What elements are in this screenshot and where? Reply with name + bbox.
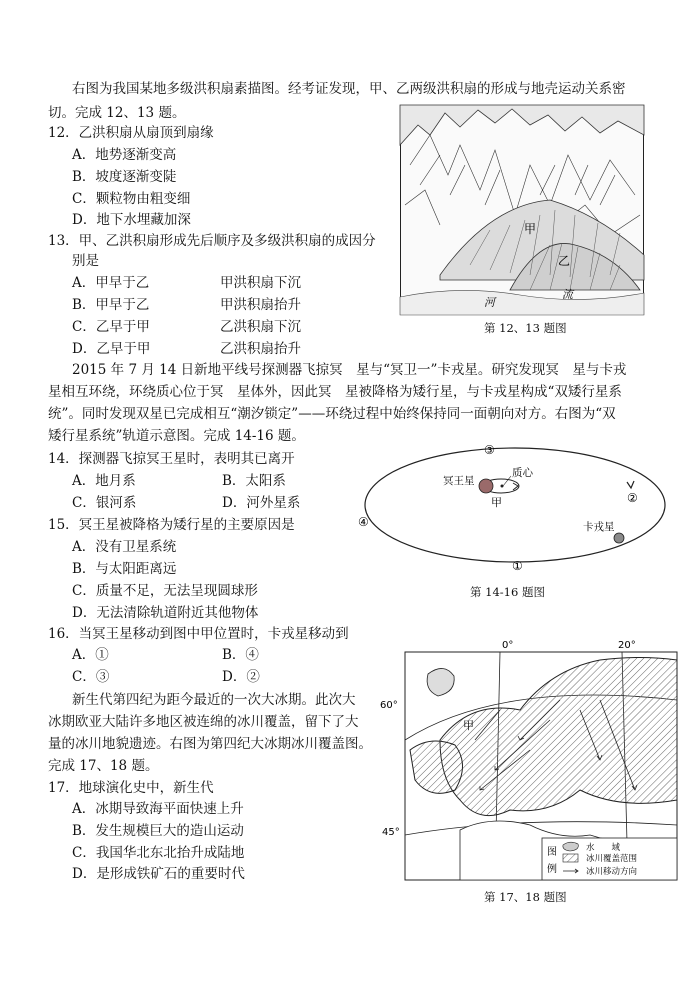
- option: A．甲早于乙: [72, 275, 150, 291]
- charon-label: 卡戎星: [583, 521, 615, 533]
- legend-title: 例: [547, 864, 557, 875]
- river-label: 流: [562, 288, 573, 301]
- question-13-stem: 13．甲、乙洪积扇形成先后顺序及多级洪积扇的成因分: [48, 233, 376, 249]
- option: D．是形成铁矿石的重要时代: [72, 866, 245, 882]
- option-cause: 甲洪积扇抬升: [220, 297, 301, 313]
- position-jia-label: 甲: [491, 496, 502, 509]
- option-cause: 甲洪积扇下沉: [220, 275, 301, 291]
- longitude-label: 0°: [502, 640, 514, 651]
- legend-title: 图: [547, 847, 557, 858]
- intro-line: 新生代第四纪为距今最近的一次大冰期。此次大: [72, 692, 356, 708]
- intro-line: 星相互环绕，环绕质心位于冥 星体外，因此冥 星被降格为矮行星，与卡戎星构成“双矮行星系: [48, 384, 622, 400]
- location-jia-label: 甲: [463, 719, 474, 732]
- option: C．银河系: [72, 495, 137, 511]
- legend-water-swatch: [563, 842, 578, 851]
- pluto-dot: [479, 479, 493, 493]
- intro-line: 右图为我国某地多级洪积扇素描图。经考证发现，甲、乙两级洪积扇的形成与地壳运动关系密: [72, 81, 626, 97]
- longitude-label: 20°: [618, 640, 636, 651]
- legend-move: 冰川移动方向: [586, 867, 638, 877]
- option-cause: 乙洪积扇下沉: [220, 319, 301, 335]
- orbit-marker-3: ③: [484, 443, 495, 457]
- option: C．乙早于甲: [72, 319, 150, 335]
- figure-caption: 第 14-16 题图: [470, 585, 545, 599]
- legend-water: 水 域: [586, 843, 621, 853]
- question-12-stem: 12．乙洪积扇从扇顶到扇缘: [48, 125, 214, 141]
- intro-line: 2015 年 7 月 14 日新地平线号探测器飞掠冥 星与“冥卫一”卡戎星。研究发现冥 星与卡戎: [72, 362, 627, 378]
- intro-line: 切。完成 12、13 题。: [48, 105, 186, 121]
- option: D．地下水埋藏加深: [72, 212, 191, 228]
- figure-caption: 第 17、18 题图: [484, 890, 567, 904]
- charon-dot: [614, 533, 624, 543]
- intro-line: 统”。同时发现双星已完成相互“潮汐锁定”——环绕过程中始终保持同一面朝向对方。右图为“双: [48, 406, 616, 422]
- option: D．②: [222, 669, 260, 685]
- option: A．①: [72, 647, 109, 663]
- option: D．河外星系: [222, 495, 301, 511]
- option: C．③: [72, 669, 110, 685]
- question-16-stem: 16．当冥王星移动到图中甲位置时，卡戎星移动到: [48, 626, 349, 642]
- question-17-stem: 17．地球演化史中，新生代: [48, 780, 214, 796]
- option: C．颗粒物由粗变细: [72, 191, 191, 207]
- orbit-marker-1: ①: [512, 559, 523, 573]
- option: A．地势逐渐变高: [72, 147, 177, 163]
- option: B．发生规模巨大的造山运动: [72, 823, 244, 839]
- question-13-stem: 别是: [72, 253, 99, 269]
- option: A．地月系: [72, 473, 136, 489]
- fan-label-jia: 甲: [524, 222, 537, 236]
- river-label: 河: [484, 296, 495, 309]
- orbit-marker-2: ②: [627, 491, 638, 505]
- binary-orbit-diagram: [355, 440, 675, 575]
- fan-label-yi: 乙: [558, 254, 571, 268]
- orbit-marker-4: ④: [358, 515, 369, 529]
- option: C．我国华北东北抬升成陆地: [72, 845, 245, 861]
- option-cause: 乙洪积扇抬升: [220, 341, 301, 357]
- pluto-label: 冥王星: [443, 475, 475, 487]
- intro-line: 完成 17、18 题。: [48, 758, 159, 774]
- option: D．无法清除轨道附近其他物体: [72, 605, 259, 621]
- question-15-stem: 15．冥王星被降格为矮行星的主要原因是: [48, 517, 295, 533]
- option: B．坡度逐渐变陡: [72, 169, 177, 185]
- option: B．④: [222, 647, 259, 663]
- option: A．没有卫星系统: [72, 539, 177, 555]
- figure-caption: 第 12、13 题图: [484, 321, 567, 335]
- option: A．冰期导致海平面快速上升: [72, 801, 244, 817]
- glacier-coverage-map: [380, 640, 682, 884]
- option: D．乙早于甲: [72, 341, 151, 357]
- option: C．质量不足，无法呈现圆球形: [72, 583, 258, 599]
- question-14-stem: 14．探测器飞掠冥王星时，表明其已离开: [48, 451, 295, 467]
- option: B．甲早于乙: [72, 297, 150, 313]
- intro-line: 冰期欧亚大陆许多地区被连绵的冰川覆盖，留下了大: [48, 714, 359, 730]
- barycenter-label: 质心: [512, 467, 533, 479]
- latitude-label: 45°: [382, 827, 400, 838]
- intro-line: 矮行星系统”轨道示意图。完成 14-16 题。: [48, 428, 305, 444]
- alluvial-fan-sketch: [400, 105, 644, 315]
- legend-ice: 冰川覆盖范围: [586, 854, 638, 864]
- option: B．太阳系: [222, 473, 286, 489]
- intro-line: 量的冰川地貌遗迹。右图为第四纪大冰期冰川覆盖图。: [48, 736, 372, 752]
- latitude-label: 60°: [380, 700, 398, 711]
- option: B．与太阳距离远: [72, 561, 177, 577]
- legend-ice-swatch: [563, 854, 578, 862]
